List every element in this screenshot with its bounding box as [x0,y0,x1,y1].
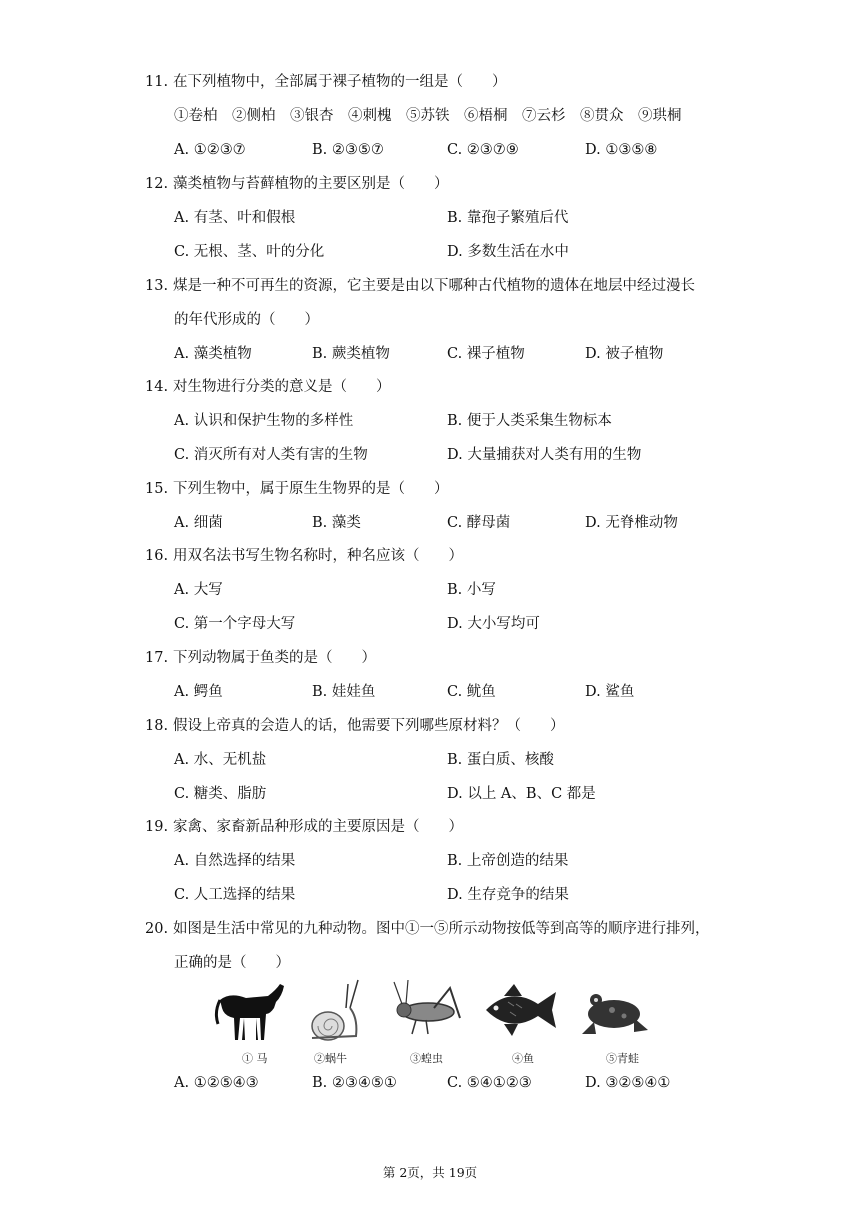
question-19: 19. 家禽、家畜新品种形成的主要原因是（ ） [145,819,463,835]
fish-image [480,978,560,1046]
option-a[interactable]: A. 有茎、叶和假根 [174,210,296,226]
question-16: 16. 用双名法书写生物名称时，种名应该（ ） [145,548,463,564]
question-17: 17. 下列动物属于鱼类的是（ ） [145,650,376,666]
option-c[interactable]: C. ②③⑦⑨ [447,142,519,158]
option-d[interactable]: D. 无脊椎动物 [585,515,678,531]
question-13: 13. 煤是一种不可再生的资源，它主要是由以下哪种古代植物的遗体在地层中经过漫长 [145,278,695,294]
question-11: 11. 在下列植物中，全部属于裸子植物的一组是（ ） [145,74,507,90]
option-c[interactable]: C. 糖类、脂肪 [174,786,267,802]
option-c[interactable]: C. 第一个字母大写 [174,616,296,632]
question-stem-continued: 的年代形成的（ ） [174,312,319,328]
question-14: 14. 对生物进行分类的意义是（ ） [145,379,391,395]
option-d[interactable]: D. 鲨鱼 [585,684,635,700]
option-d[interactable]: D. ①③⑤⑧ [585,142,658,158]
option-c[interactable]: C. 无根、茎、叶的分化 [174,244,325,260]
question-12: 12. 藻类植物与苔藓植物的主要区别是（ ） [145,176,449,192]
option-d[interactable]: D. 大小写均可 [447,616,540,632]
option-a[interactable]: A. 鳄鱼 [174,684,223,700]
question-stem: 对生物进行分类的意义是（ ） [173,379,391,395]
figure-caption-snail: ②蜗牛 [314,1052,347,1065]
question-18: 18. 假设上帝真的会造人的话，他需要下列哪些原材料？（ ） [145,718,565,734]
option-b[interactable]: B. 藻类 [312,515,361,531]
option-c[interactable]: C. 人工选择的结果 [174,887,296,903]
option-b[interactable]: B. 上帝创造的结果 [447,853,569,869]
option-c[interactable]: C. ⑤④①②③ [447,1075,532,1091]
frog-image [574,978,654,1046]
option-d[interactable]: D. 生存竞争的结果 [447,887,569,903]
option-c[interactable]: C. 酵母菌 [447,515,511,531]
option-b[interactable]: B. ②③④⑤① [312,1075,397,1091]
figure-caption-fish: ④鱼 [512,1052,534,1065]
option-a[interactable]: A. ①②③⑦ [174,142,246,158]
option-b[interactable]: B. 蛋白质、核酸 [447,752,554,768]
option-a[interactable]: A. 细菌 [174,515,223,531]
figure-caption-horse: ① 马 [242,1052,268,1065]
question-stem: 下列生物中，属于原生生物界的是（ ） [173,481,449,497]
question-stem: 假设上帝真的会造人的话，他需要下列哪些原材料？（ ） [173,718,565,734]
option-b[interactable]: B. ②③⑤⑦ [312,142,384,158]
question-stem: 藻类植物与苔藓植物的主要区别是（ ） [173,176,449,192]
question-15: 15. 下列生物中，属于原生生物界的是（ ） [145,481,449,497]
question-11-plant-list: ①卷柏 ②侧柏 ③银杏 ④刺槐 ⑤苏铁 ⑥梧桐 ⑦云杉 ⑧贯众 ⑨珙桐 [174,108,682,124]
figure-caption-frog: ⑤青蛙 [606,1052,639,1065]
question-stem: 家禽、家畜新品种形成的主要原因是（ ） [173,819,463,835]
option-d[interactable]: D. ③②⑤④① [585,1075,671,1091]
horse-image [210,978,290,1046]
option-b[interactable]: B. 蕨类植物 [312,346,390,362]
animal-figure [210,978,650,1068]
question-stem: 如图是生活中常见的九种动物。图中①一⑤所示动物按低等到高等的顺序进行排列， [173,921,710,937]
option-b[interactable]: B. 小写 [447,582,496,598]
option-a[interactable]: A. 大写 [174,582,223,598]
option-a[interactable]: A. 藻类植物 [174,346,252,362]
option-a[interactable]: A. 自然选择的结果 [174,853,296,869]
question-stem-continued: 正确的是（ ） [174,955,290,971]
option-a[interactable]: A. 认识和保护生物的多样性 [174,413,354,429]
question-stem: 煤是一种不可再生的资源，它主要是由以下哪种古代植物的遗体在地层中经过漫长 [173,278,695,294]
question-stem: 用双名法书写生物名称时，种名应该（ ） [173,548,463,564]
option-b[interactable]: B. 便于人类采集生物标本 [447,413,612,429]
option-c[interactable]: C. 裸子植物 [447,346,525,362]
option-d[interactable]: D. 以上 A、B、C 都是 [447,786,596,802]
grasshopper-image [388,978,468,1046]
option-b[interactable]: B. 娃娃鱼 [312,684,376,700]
option-d[interactable]: D. 多数生活在水中 [447,244,569,260]
option-c[interactable]: C. 消灭所有对人类有害的生物 [174,447,368,463]
option-d[interactable]: D. 大量捕获对人类有用的生物 [447,447,642,463]
question-stem: 下列动物属于鱼类的是（ ） [173,650,376,666]
question-20: 20. 如图是生活中常见的九种动物。图中①一⑤所示动物按低等到高等的顺序进行排列， [145,921,710,937]
option-a[interactable]: A. 水、无机盐 [174,752,267,768]
option-c[interactable]: C. 鱿鱼 [447,684,496,700]
option-a[interactable]: A. ①②⑤④③ [174,1075,259,1091]
snail-image [300,978,380,1046]
page-footer: 第 2页，共 19页 [382,1165,478,1180]
question-stem: 在下列植物中，全部属于裸子植物的一组是（ ） [173,74,507,90]
figure-caption-grasshopper: ③蝗虫 [410,1052,443,1065]
option-b[interactable]: B. 靠孢子繁殖后代 [447,210,569,226]
option-d[interactable]: D. 被子植物 [585,346,664,362]
